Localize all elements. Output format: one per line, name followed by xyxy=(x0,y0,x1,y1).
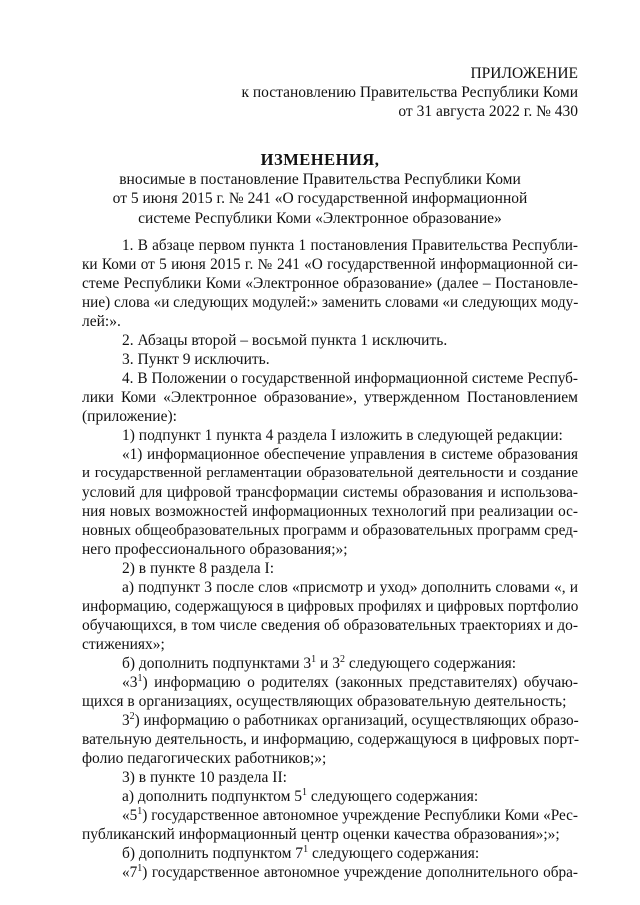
body-line: обучающихся, в том числе сведения об образовательных траекториях и до- xyxy=(82,617,578,634)
superscript: 1 xyxy=(303,844,309,855)
body-line: ния новых возможностей информационных технологий при реализации ос- xyxy=(82,503,578,520)
appendix-label: ПРИЛОЖЕНИЕ xyxy=(470,65,578,82)
superscript: 1 xyxy=(137,863,143,874)
body-line: него профессионального образования;»; xyxy=(82,541,348,558)
body-line: лики Коми «Электронное образование», утвержденном Постановлением xyxy=(82,389,578,406)
text-run: следующего содержания: xyxy=(344,655,517,672)
superscript: 1 xyxy=(137,673,143,684)
appendix-date-number: от 31 августа 2022 г. № 430 xyxy=(398,103,578,120)
body-line xyxy=(82,711,578,730)
superscript: 1 xyxy=(311,654,317,665)
document-subtitle-line-1: вносимые в постановление Правительства Республики Коми xyxy=(119,170,521,188)
text-run: ) государственное автономное учреждение дополнительного обра- xyxy=(142,864,578,881)
superscript: 2 xyxy=(129,711,135,722)
text-run: ) информацию о родителях (законных представителях) обучаю- xyxy=(142,674,578,691)
body-line xyxy=(82,673,578,692)
text-run: б) дополнить подпунктом 7 xyxy=(122,845,304,862)
body-line: 2) в пункте 8 раздела I: xyxy=(122,560,274,577)
appendix-header xyxy=(241,64,578,121)
body-line: информацию, содержащуюся в цифровых профилях и цифровых портфолио xyxy=(82,598,579,615)
document-title: ИЗМЕНЕНИЯ, xyxy=(260,150,380,169)
body-line xyxy=(82,863,578,882)
text-run: следующего содержания: xyxy=(308,845,480,862)
body-line: 2. Абзацы второй – восьмой пункта 1 исключить. xyxy=(122,332,448,349)
document-body xyxy=(82,236,578,882)
body-line xyxy=(82,787,578,806)
text-run: следующего содержания: xyxy=(307,788,479,805)
body-line: ки Коми от 5 июня 2015 г. № 241 «О государственной информационной си- xyxy=(82,256,578,273)
body-line xyxy=(82,844,578,863)
body-line: вательную деятельность, и информацию, содержащуюся в цифровых порт- xyxy=(82,731,580,748)
body-line: 3. Пункт 9 исключить. xyxy=(122,351,270,368)
body-line xyxy=(82,806,578,825)
text-run: ) государственное автономное учреждение Республики Коми «Рес- xyxy=(142,807,578,824)
body-line: «1) информационное обеспечение управления в системе образования xyxy=(122,446,578,463)
appendix-resolution: к постановлению Правительства Республики Коми xyxy=(241,84,578,101)
text-run: «3 xyxy=(122,674,138,691)
body-line: публиканский информационный центр оценки качества образования»;»; xyxy=(82,826,560,843)
text-run: и 3 xyxy=(316,655,340,672)
body-line: стижениях»; xyxy=(82,636,165,653)
superscript: 1 xyxy=(302,787,308,798)
body-line: 1. В абзаце первом пункта 1 постановления Правительства Республи- xyxy=(122,237,578,254)
body-line: щихся в организациях, осуществляющих образовательную деятельность; xyxy=(82,693,567,710)
body-line: а) подпункт 3 после слов «присмотр и уход» дополнить словами «, и xyxy=(122,579,578,596)
document-subtitle-line-3: системе Республики Коми «Электронное образование» xyxy=(138,209,502,227)
body-line: новных общеобразовательных программ и образовательных программ сред- xyxy=(82,522,578,539)
body-line: условий для цифровой трансформации системы образования и использова- xyxy=(82,484,578,501)
body-line: фолио педагогических работников;»; xyxy=(82,750,327,767)
title-block xyxy=(80,150,560,228)
text-run: б) дополнить подпунктами 3 xyxy=(122,655,312,672)
text-run: 3 xyxy=(122,712,130,729)
body-line: 1) подпункт 1 пункта 4 раздела I изложить в следующей редакции: xyxy=(122,427,563,444)
body-line: стеме Республики Коми «Электронное образование» (далее – Постановле- xyxy=(82,275,578,292)
body-line xyxy=(82,654,578,673)
body-line: 3) в пункте 10 раздела II: xyxy=(122,769,287,786)
document-subtitle-line-2: от 5 июня 2015 г. № 241 «О государственной информационной xyxy=(112,190,528,207)
body-line: 4. В Положении о государственной информационной системе Респуб- xyxy=(122,370,578,387)
text-run: ) информацию о работниках организаций, осуществляющих образо- xyxy=(134,712,579,729)
text-run: а) дополнить подпунктом 5 xyxy=(122,788,303,805)
body-line: и государственной регламентации образовательной деятельности и создание xyxy=(82,465,578,481)
text-run: «7 xyxy=(122,864,138,881)
superscript: 2 xyxy=(339,654,345,665)
body-line: лей:». xyxy=(82,313,121,330)
body-line: ние) слова «и следующих модулей:» заменить словами «и следующих моду- xyxy=(82,294,579,311)
body-line: (приложение): xyxy=(82,408,177,425)
superscript: 1 xyxy=(137,806,143,817)
text-run: «5 xyxy=(122,807,138,824)
